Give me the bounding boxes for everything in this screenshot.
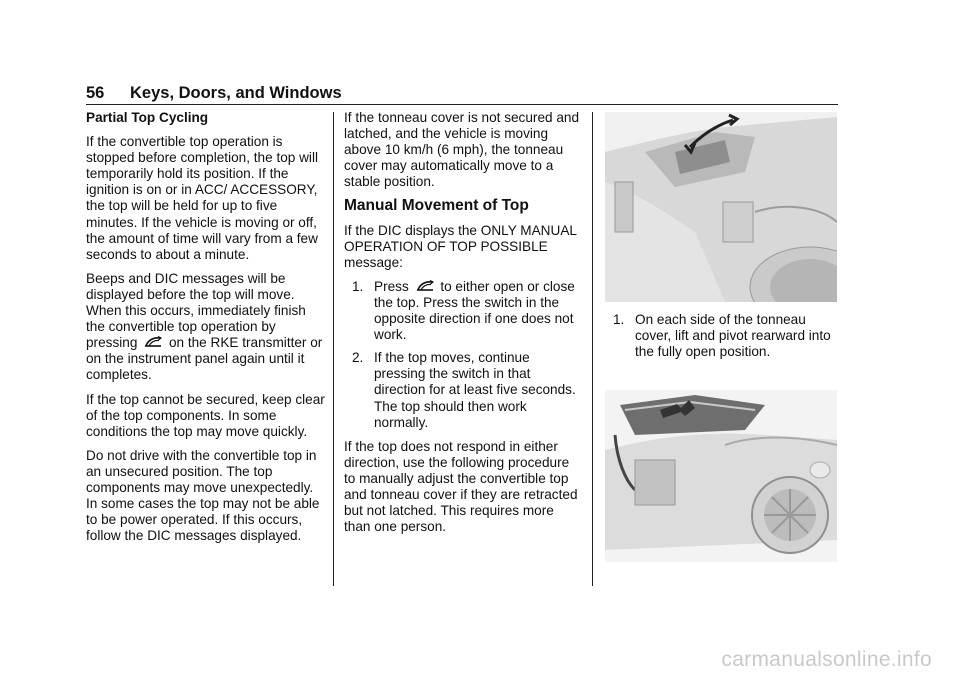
step-number: 1. — [352, 278, 364, 294]
paragraph: If the top does not respond in either direction, use the following procedure to manually adjust the convertible top and tonneau cover if they are retracted but not latched. This requires more than one person. — [344, 438, 578, 535]
column-middle — [344, 110, 584, 543]
convertible-top-icon — [143, 335, 163, 349]
column-divider — [592, 112, 593, 586]
figure-convertible-side — [605, 390, 837, 562]
illustration-tonneau-open — [605, 112, 837, 302]
step-text: On each side of the tonneau cover, lift and pivot rearward into the fully open position. — [635, 312, 831, 360]
step-text: If the top moves, continue pressing the switch in that direction for at least five seconds. The top should then work normally. — [374, 350, 576, 430]
step-text: Press — [374, 278, 409, 294]
list-item — [344, 350, 584, 430]
paragraph: If the DIC displays the ONLY MANUAL OPERATION OF TOP POSSIBLE message: — [344, 222, 577, 270]
step-text: to either open or close the top. Press the switch in the opposite direction if one does not work. — [374, 278, 575, 343]
step-number: 2. — [352, 350, 364, 366]
watermark: carmanualsonline.info — [721, 648, 932, 671]
paragraph: If the top cannot be secured, keep clear of the top components. In some conditions the top may move quickly. — [86, 391, 325, 439]
column-divider — [333, 112, 334, 586]
page-header — [86, 84, 838, 105]
paragraph-text: on the RKE transmitter or on the instrument panel again until it completes. — [86, 335, 323, 383]
heading-manual-movement: Manual Movement of Top — [344, 197, 529, 215]
figure-tonneau-cover-lift — [605, 112, 837, 302]
convertible-top-icon — [415, 279, 435, 293]
subhead-partial-top-cycling: Partial Top Cycling — [86, 110, 209, 125]
paragraph — [86, 271, 326, 384]
section-title: Keys, Doors, and Windows — [130, 84, 342, 102]
step-number: 1. — [613, 312, 625, 327]
step-list — [344, 279, 584, 431]
figure-caption-step — [605, 312, 841, 360]
column-left — [86, 110, 326, 552]
list-item — [344, 279, 584, 343]
page-number: 56 — [86, 84, 105, 102]
paragraph: Do not drive with the convertible top in an unsecured position. The top components may move unexpectedly. In some cases the top may not be able to be power operated. If this occurs, follow the DIC messages displayed. — [86, 447, 320, 544]
paragraph: If the convertible top operation is stopped before completion, the top will temporarily hold its position. If the ignition is on or in ACC/ ACCESSORY, the top will be held for up to five minutes. If the vehicle is moving or off, the amount of time will vary from a few seconds to about a minute. — [86, 134, 318, 262]
paragraph-text: Beeps and DIC messages will be displayed before the top will move. When this occurs, immediately finish the convertible top operation by pressing — [86, 270, 306, 351]
illustration-car-side — [605, 390, 837, 562]
paragraph: If the tonneau cover is not secured and latched, and the vehicle is moving above 10 km/h (6 mph), the tonneau cover may automatically move to a stable position. — [344, 110, 580, 190]
